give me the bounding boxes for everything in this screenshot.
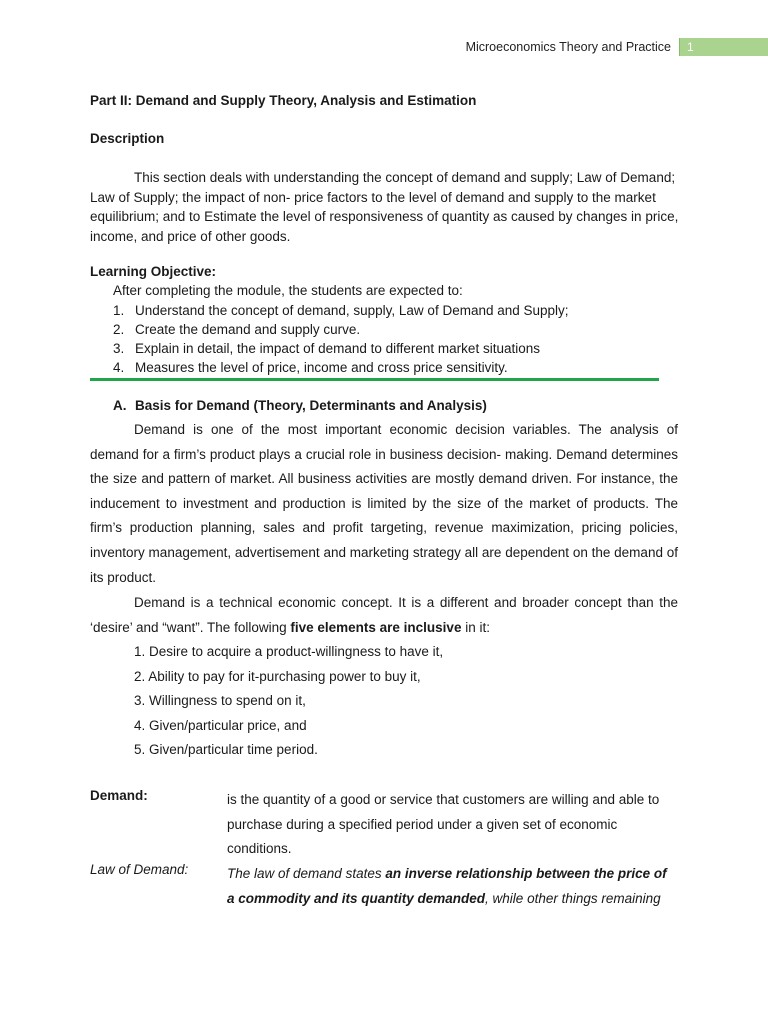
list-item: 1. Understand the concept of demand, supply, Law of Demand and Supply; xyxy=(113,303,569,318)
learning-objective-intro: After completing the module, the students are expected to: xyxy=(113,283,463,298)
list-item: 4. Measures the level of price, income and cross price sensitivity. xyxy=(113,360,508,375)
demand-elements-list xyxy=(134,640,443,763)
objective-list xyxy=(113,301,569,377)
definition-term: Law of Demand: xyxy=(90,862,189,877)
section-divider xyxy=(90,378,659,381)
section-letter: A. xyxy=(113,398,127,413)
definition-text: is the quantity of a good or service that customers are willing and able to purchase during a specified period under a given set of economic conditions. xyxy=(227,792,660,857)
section-title: Basis for Demand (Theory, Determinants and Analysis) xyxy=(135,398,487,413)
part-title: Part II: Demand and Supply Theory, Analysis and Estimation xyxy=(90,93,477,108)
description-paragraph xyxy=(90,168,680,246)
running-title: Microeconomics Theory and Practice xyxy=(465,40,671,54)
list-item: 4. Given/particular price, and xyxy=(134,717,307,733)
running-header xyxy=(466,38,768,56)
list-item: 1. Desire to acquire a product-willingness to have it, xyxy=(134,644,444,659)
description-text: This section deals with understanding the concept of demand and supply; Law of Demand; Law of Supply; the impact of non- price factors to the level of demand and supply to the market equilibrium; and to Estimate the level of responsiveness of quantity as caused by changes in price, income, and price of other goods. xyxy=(90,170,679,244)
list-item: 2. Ability to pay for it-purchasing power to buy it, xyxy=(134,668,421,684)
demand-paragraph-1: Demand is one of the most important economic decision variables. The analysis of demand for a firm’s product plays a crucial role in business decision- making. Demand determines the size and pattern of market. All business activities are mostly demand driven. For instance, the inducement to investment and production is limited by the size of the market of products. The firm’s production planning, sales and profit targeting, revenue maximization, pricing policies, inventory management, advertisement and marketing strategy all are dependent on the demand of its product. xyxy=(90,422,678,585)
description-heading: Description xyxy=(90,131,165,146)
definition-demand xyxy=(90,788,677,862)
list-item: 3. Explain in detail, the impact of demand to different market situations xyxy=(113,341,540,356)
definition-law-of-demand xyxy=(90,862,677,911)
list-item: 2. Create the demand and supply curve. xyxy=(113,322,361,337)
definition-text: The law of demand states an inverse relationship between the price of a commodity and its quantity demanded, while other things remaining xyxy=(227,866,667,906)
list-item: 5. Given/particular time period. xyxy=(134,742,318,758)
list-item: 3. Willingness to spend on it, xyxy=(134,693,306,709)
demand-paragraph-2: Demand is a technical economic concept. It is a different and broader concept than the ‘desire’ and “want”. The following five elements are inclusive in it: xyxy=(90,595,678,635)
definition-term: Demand: xyxy=(90,788,148,803)
page-number: 1 xyxy=(680,38,768,56)
section-a-heading xyxy=(113,398,487,413)
learning-objective-heading: Learning Objective: xyxy=(90,264,217,279)
